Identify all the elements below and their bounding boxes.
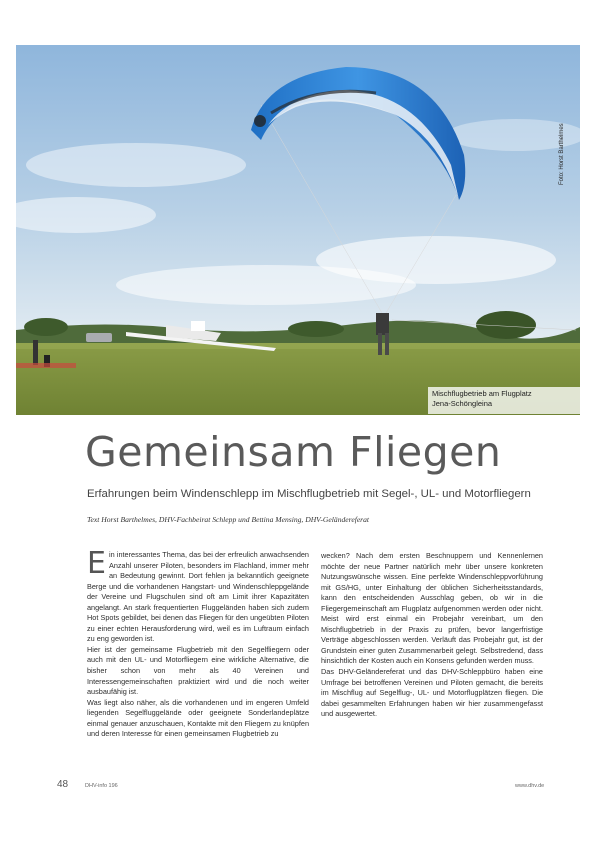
paragraph [87,546,309,645]
article-photo [16,45,580,415]
article-byline: Text Horst Barthelmes, DHV-Fachbeirat Schlepp und Bettina Mensing, DHV-Geländereferat [87,515,370,524]
paragraph: Was liegt also näher, als die vorhandenen und im engeren Umfeld liegenden Segelfluggelände oder geeignete Sonderlandeplätze einmal genauer anzuschauen, Kontakte mit den Fliegern zu knüpfen und deren Interesse für einen gemeinsamen Flugbetrieb zu [87,697,309,739]
paragraph: Hier ist der gemeinsame Flugbetrieb mit den Segelfliegern oder auch mit den UL- und Motorfliegern eine wirkliche Alternative, die bisher schon von mehr als 40 Vereinen und Interessengemeinschaften praktiziert wird und die noch weiter ausbaufähig ist. [87,644,309,697]
footer-url[interactable]: www.dhv.de [515,783,545,789]
page-number: 48 [57,779,69,790]
article-title: Gemeinsam Fliegen [85,428,502,476]
photo-caption-line1: Mischflugbetrieb am Flugplatz [432,389,532,398]
photo-caption [428,387,580,414]
body-column-right [321,551,543,720]
footer-magazine: DHV-info 196 [85,783,118,789]
paragraph: Das DHV-Geländereferat und das DHV-Schleppbüro haben eine Umfrage bei betroffenen Vereinen und Piloten gemacht, die bereits im Mischflug auf Segelflug-, UL- und Motorflugplätzen fliegen. Die dabei gesammelten Erfahrungen haben wir hier zusammengefasst und ausgewertet. [321,667,543,719]
drop-cap: E [87,546,106,581]
photo-credit-text: Foto: Horst Barthelmes [559,123,565,185]
body-column-left [87,546,309,740]
paragraph: wecken? Nach dem ersten Beschnuppern und Kennenlernen möchte der neue Partner natürlich mehr über unsere konkreten Nutzungswünsche wissen. Eine perfekte Windenschleppvorführung mit GS/HG, unter Einhaltung der üblichen Sicherheitsstandards, kann den entscheidenden Ausschlag geben, ob wir in die Fliegergemeinschaft am Flugplatz aufgenommen werden oder nicht. Meist wird erst einmal ein Probejahr vereinbart, um den Mischflugbetrieb in der Praxis zu prüfen, bevor langerfristige Verträge abgeschlossen werden. Verläuft das Probejahr gut, ist der Grundstein einer guten Zusammenarbeit gelegt. Selbstredend, dass hinsichtlich der Kosten auch ein Konsens gefunden werden muss. [321,551,543,666]
paragraph-text: in interessantes Thema, das bei der erfreulich anwachsenden Anzahl unserer Piloten, besonders im Flachland, immer mehr an Bedeutung gewinnt. Dort fehlen ja bekanntlich geeignete Berge und die vorhandenen Hangstart- und Windenschleppgelände der Vereine und Flugschulen sind oft am Limit ihrer Kapazitäten angelangt. An stark frequentierten Fluggeländen haben sich zudem Hot Spots gebildet, bei denen das Fliegen für den ungeübten Piloten zu einer echten Herausforderung wird, weil es im Luftraum einfach zu eng geworden ist. [87,550,309,644]
photo-caption-line2: Jena-Schöngleina [432,399,493,408]
photo-credit [549,113,563,193]
article-subtitle: Erfahrungen beim Windenschlepp im Mischflugbetrieb mit Segel-, UL- und Motorfliegern [87,488,531,500]
